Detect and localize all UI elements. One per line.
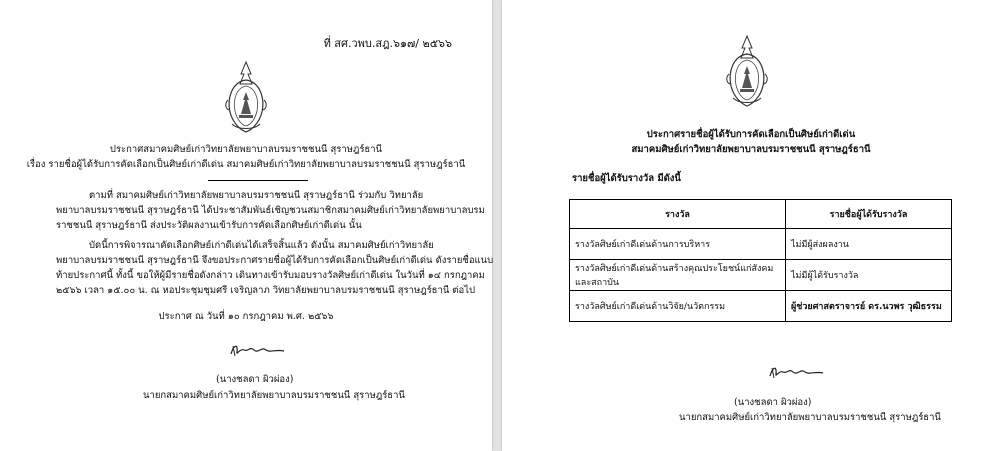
paragraph-line: พยาบาลบรมราชชนนี สุราษฎร์ธานี ได้ประชาสัมพันธ์เชิญชวนสมาชิกสมาคมศิษย์เก่าวิทยาลัยพยาบาลบรม [56, 205, 485, 216]
signature [228, 340, 288, 360]
award-cell: รางวัลศิษย์เก่าดีเด่นด้านสร้างคุณประโยชน์แก่สังคมและสถาบัน [570, 260, 786, 291]
paragraph-line: ตามที่ สมาคมศิษย์เก่าวิทยาลัยพยาบาลบรมราชชนนี สุราษฎร์ธานี ร่วมกับ วิทยาลัย [89, 190, 424, 201]
table-row [570, 291, 952, 322]
signer-name: (นางชลดา ผิวผ่อง) [216, 374, 294, 385]
signer-title: นายกสมาคมศิษย์เก่าวิทยาลัยพยาบาลบรมราชชนนี สุราษฎร์ธานี [679, 412, 941, 423]
award-list-intro: รายชื่อผู้ได้รับรางวัล มีดังนี้ [572, 173, 681, 184]
signature [767, 362, 827, 382]
table-row [570, 260, 952, 291]
award-list-title: ประกาศรายชื่อผู้ได้รับการคัดเลือกเป็นศิษย์เก่าดีเด่น [646, 129, 856, 140]
award-cell: รางวัลศิษย์เก่าดีเด่นด้านการบริหาร [570, 229, 786, 260]
recipient-cell: ผู้ช่วยศาสตราจารย์ ดร.นวพร วุฒิธรรม [786, 291, 952, 322]
paragraph-line: พยาบาลบรมราชชนนี สุราษฎร์ธานี จึงขอประกาศรายชื่อผู้ได้รับการคัดเลือกเป็นศิษย์เก่าดีเด่น ดังรายชื่อแนบ [56, 255, 494, 266]
association-seal-icon [725, 34, 769, 108]
award-list-subtitle: สมาคมศิษย์เก่าวิทยาลัยพยาบาลบรมราชชนนี สุราษฎร์ธานี [631, 144, 871, 155]
paragraph-line: ราชชนนี สุราษฎร์ธานี ส่งประวัติผลงานเข้ารับการคัดเลือกศิษย์เก่าดีเด่น นั้น [56, 220, 362, 231]
signer-title: นายกสมาคมศิษย์เก่าวิทยาลัยพยาบาลบรมราชชนนี สุราษฎร์ธานี [143, 390, 405, 401]
table-header-row [570, 200, 952, 229]
paragraph-line: บัดนี้การพิจารณาคัดเลือกศิษย์เก่าดีเด่นได้เสร็จสิ้นแล้ว ดังนั้น สมาคมศิษย์เก่าวิทยาลัย [89, 240, 434, 251]
column-header-recipient: รายชื่อผู้ได้รับรางวัล [786, 200, 952, 229]
paragraph-2 [56, 238, 493, 298]
recipient-cell: ไม่มีผู้ได้รับรางวัล [786, 260, 952, 291]
paragraph-line: ๒๕๖๖ เวลา ๑๕.๐๐ น. ณ หอประชุมชุมศรี เจริญลาภ วิทยาลัยพยาบาลบรมราชชนนี สุราษฎร์ธานี ต่อไป [56, 285, 476, 296]
document-page-announcement [0, 0, 492, 451]
recipient-cell: ไม่มีผู้ส่งผลงาน [786, 229, 952, 260]
award-table [569, 199, 952, 322]
divider [208, 180, 308, 181]
reference-number: ที่ สศ.วพบ.สฎ.๖๑๗/ ๒๕๖๖ [323, 37, 452, 50]
document-page-award-list [502, 0, 1000, 451]
paragraph-line: ท้ายประกาศนี้ ทั้งนี้ ขอให้ผู้มีรายชื่อดังกล่าว เดินทางเข้ารับมอบรางวัลศิษย์เก่าดีเด่น ในวันที่ ๑๔ กรกฎาคม [56, 270, 485, 281]
table-row [570, 229, 952, 260]
announcement-subject: เรื่อง รายชื่อผู้ได้รับการคัดเลือกเป็นศิษย์เก่าดีเด่น สมาคมศิษย์เก่าวิทยาลัยพยาบาลบรมราชชนนี สุราษฎร์ธานี [26, 159, 466, 170]
signer-name: (นางชลดา ผิวผ่อง) [734, 397, 812, 408]
award-cell: รางวัลศิษย์เก่าดีเด่นด้านวิจัย/นวัตกรรม [570, 291, 786, 322]
paragraph-1 [56, 188, 485, 233]
column-header-award: รางวัล [570, 200, 786, 229]
announcement-header: ประกาศสมาคมศิษย์เก่าวิทยาลัยพยาบาลบรมราชชนนี สุราษฎร์ธานี [109, 144, 383, 155]
announcement-date: ประกาศ ณ วันที่ ๑๐ กรกฎาคม พ.ศ. ๒๕๖๖ [158, 311, 334, 322]
association-seal-icon [224, 60, 268, 134]
